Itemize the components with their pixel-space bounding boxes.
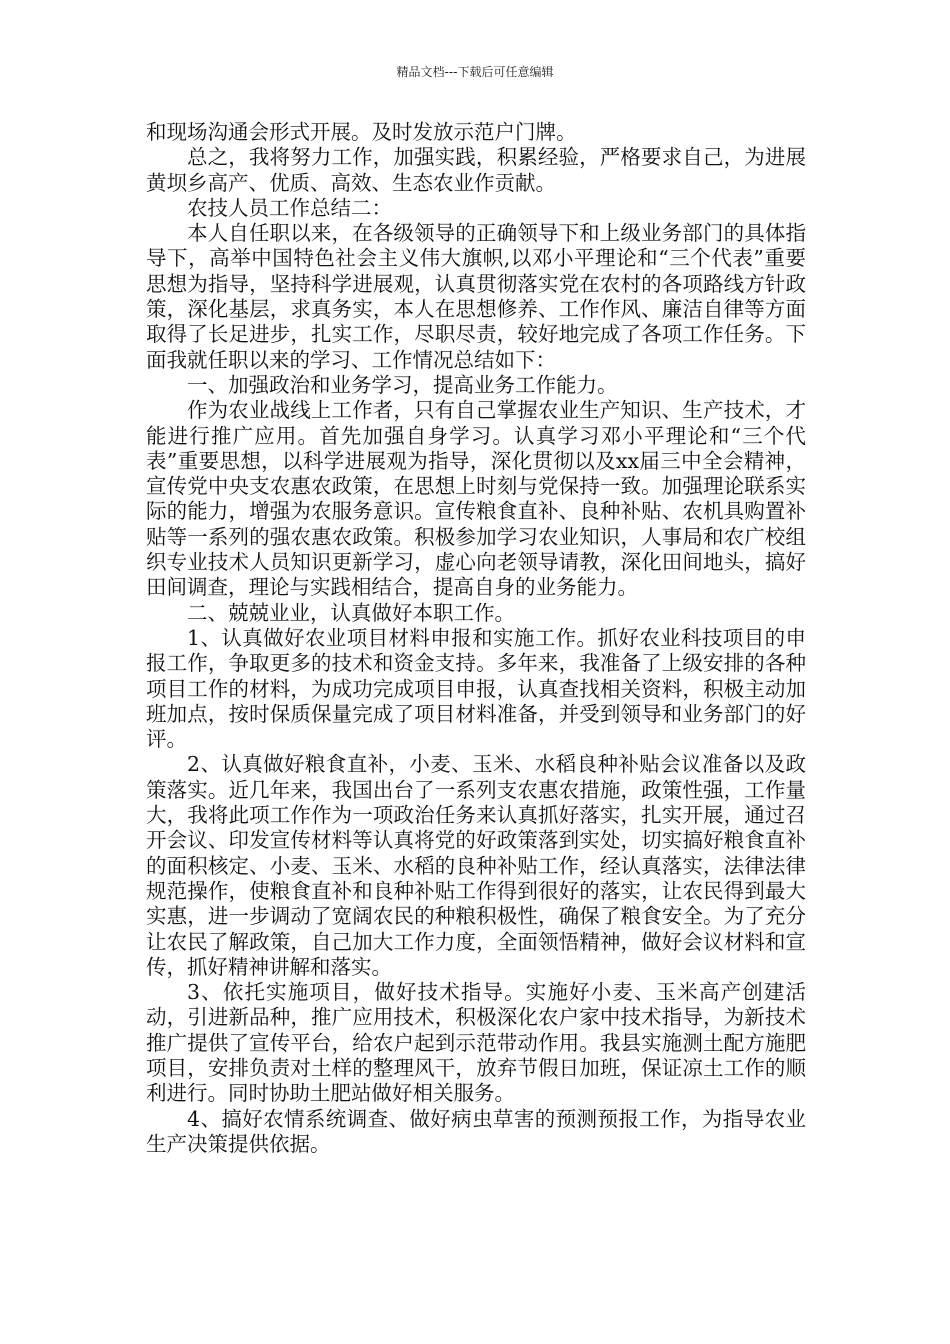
section-heading: 一、加强政治和业务学习，提高业务工作能力。	[187, 372, 618, 397]
paragraph: 4、搞好农情系统调查、做好病虫草害的预测预报工作，为指导农业生产决策提供依据。	[146, 1106, 806, 1156]
section-heading: 二、兢兢业业，认真做好本职工作。	[187, 600, 515, 625]
paragraph: 2、认真做好粮食直补，小麦、玉米、水稻良种补贴会议准备以及政策落实。近几年来，我国出台了一系列支农惠农措施，政策性强，工作量大，我将此项工作作为一项政治任务来认真抓好落实，扎实开展，通过召开会议、印发宣传材料等认真将党的好政策落到实处，切实搞好粮食直补的面积核定、小麦、玉米、水稻的良种补贴工作，经认真落实，法律法律规范操作，使粮食直补和良种补贴工作得到很好的落实，让农民得到最大实惠，进一步调动了宽阔农民的种粮积极性，确保了粮食安全。为了充分让农民了解政策，自己加大工作力度，全面领悟精神，做好会议材料和宣传，抓好精神讲解和落实。	[146, 752, 806, 979]
document-body	[146, 120, 806, 1157]
paragraph: 作为农业战线上工作者，只有自己掌握农业生产知识、生产技术，才能进行推广应用。首先加强自身学习。认真学习邓小平理论和“三个代表”重要思想，以科学进展观为指导，深化贯彻以及xx届三中全会精神，宣传党中央支农惠农政策，在思想上时刻与党保持一致。加强理论联系实际的能力，增强为农服务意识。宣传粮食直补、良种补贴、农机具购置补贴等一系列的强农惠农政策。积极参加学习农业知识，人事局和农广校组织专业技术人员知识更新学习，虚心向老领导请教，深化田间地头，搞好田间调查，理论与实践相结合，提高自身的业务能力。	[146, 398, 806, 600]
paragraph: 和现场沟通会形式开展。及时发放示范户门牌。	[146, 120, 577, 144]
paragraph: 本人自任职以来，在各级领导的正确领导下和上级业务部门的具体指导下，高举中国特色社会主义伟大旗帜,以邓小平理论和“三个代表”重要思想为指导，坚持科学进展观，认真贯彻落实党在农村的各项路线方针政策，深化基层，求真务实，本人在思想修养、工作作风、廉洁自律等方面取得了长足进步，扎实工作，尽职尽责，较好地完成了各项工作任务。下面我就任职以来的学习、工作情况总结如下：	[146, 221, 806, 372]
paragraph: 3、依托实施项目，做好技术指导。实施好小麦、玉米高产创建活动，引进新品种，推广应用技术，积极深化农户家中技术指导，为新技术推广提供了宣传平台，给农户起到示范带动作用。我县实施测土配方施肥项目，安排负责对土样的整理风干，放弃节假日加班，保证凉土工作的顺利进行。同时协助土肥站做好相关服务。	[146, 980, 806, 1106]
section-heading: 农技人员工作总结二：	[187, 195, 392, 220]
paragraph: 1、认真做好农业项目材料申报和实施工作。抓好农业科技项目的申报工作，争取更多的技术和资金支持。多年来，我准备了上级安排的各种项目工作的材料，为成功完成项目申报，认真查找相关资料，积极主动加班加点，按时保质保量完成了项目材料准备，并受到领导和业务部门的好评。	[146, 625, 806, 752]
page-header: 精品文档---下载后可任意编辑	[396, 65, 554, 79]
paragraph: 总之，我将努力工作，加强实践，积累经验，严格要求自己，为进展黄坝乡高产、优质、高效、生态农业作贡献。	[146, 145, 806, 195]
